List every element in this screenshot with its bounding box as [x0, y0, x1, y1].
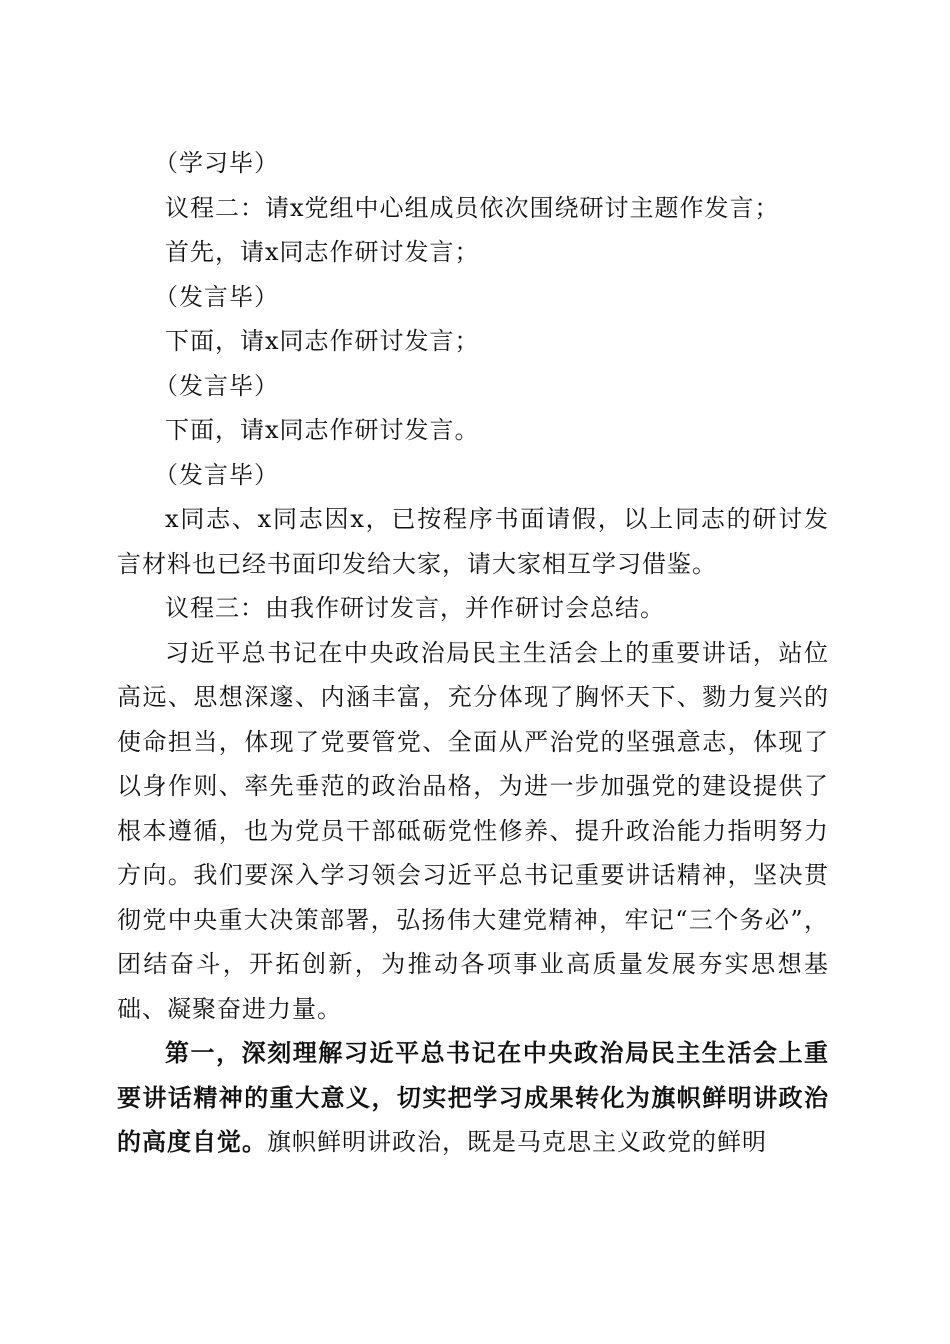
document-body	[117, 141, 829, 1165]
paragraph-first-speaker: 首先，请x同志作研讨发言；	[165, 238, 480, 266]
paragraph-main-speech: 习近平总书记在中央政治局民主生活会上的重要讲话，站位高远、思想深邃、内涵丰富，充分体现了胸怀天下、勠力复兴的使命担当，体现了党要管党、全面从严治党的坚强意志，体现了以身作则、率先垂范的政治品格，为进一步加强党的建设提供了根本遵循，也为党员干部砥砺党性修养、提升政治能力指明努力方向。我们要深入学习领会习近平总书记重要讲话精神，坚决贯彻党中央重大决策部署，弘扬伟大建党精神，牢记“三个务必”，团结奋斗，开拓创新，为推动各项事业高质量发展夯实思想基础、凝聚奋进力量。	[117, 638, 829, 1023]
paragraph-speech-end-3: （发言毕）	[154, 460, 279, 489]
paragraph-study-end: （学习毕）	[154, 149, 279, 177]
paragraph-speech-end-1: （发言毕）	[154, 282, 279, 311]
point-one-body: 旗帜鲜明讲政治，既是马克思主义政党的鲜明	[267, 1128, 767, 1156]
paragraph-third-speaker: 下面，请x同志作研讨发言。	[165, 416, 480, 444]
paragraph-leave-note: x同志、x同志因x，已按程序书面请假，以上同志的研讨发言材料也已经书面印发给大家，请大家相互学习借鉴。	[117, 505, 829, 578]
paragraph-agenda-three: 议程三：由我作研讨发言，并作研讨会总结。	[165, 594, 665, 622]
paragraph-second-speaker: 下面，请x同志作研讨发言；	[165, 327, 480, 355]
paragraph-point-one	[117, 1031, 829, 1165]
paragraph-speech-end-2: （发言毕）	[154, 371, 279, 400]
paragraph-agenda-two: 议程二：请x党组中心组成员依次围绕研讨主题作发言；	[165, 193, 780, 222]
point-one-heading: 第一，深刻理解习近平总书记在中央政治局民主生活会上重要讲话精神的重大意义，切实把学习成果转化为旗帜鲜明讲政治的高度自觉。	[117, 1038, 829, 1156]
